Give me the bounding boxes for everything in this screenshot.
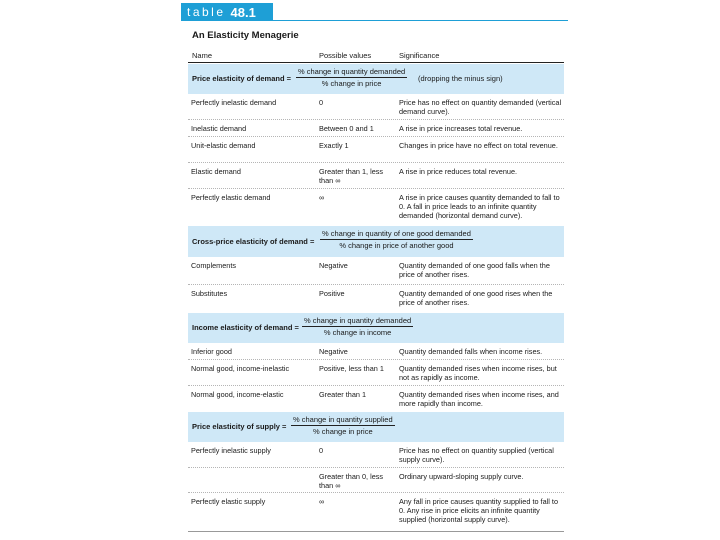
table-row [188, 257, 564, 285]
table-row [188, 468, 564, 493]
formula-fraction [320, 229, 473, 250]
formula-denominator: % change in price [313, 427, 373, 436]
row-value: Exactly 1 [319, 141, 349, 150]
formula-fraction [291, 415, 395, 436]
table-row [188, 120, 564, 137]
row-significance: Quantity demanded of one good rises when the price of another rises. [399, 289, 553, 307]
formula-fraction [296, 67, 407, 88]
row-value: Greater than 0, less than ∞ [319, 472, 384, 490]
table-row [188, 163, 564, 189]
row-name: Unit-elastic demand [191, 141, 256, 150]
row-significance: A rise in price causes quantity demanded to fall to 0. A fall in price leads to an infinite quantity demanded (horizontal demand curve). [399, 193, 560, 220]
row-value: 0 [319, 98, 324, 107]
column-header-values: Possible values [319, 51, 372, 60]
table-row [188, 493, 564, 531]
row-significance: Changes in price have no effect on total revenue. [399, 141, 558, 150]
section-cross-price-elasticity [188, 226, 564, 257]
row-significance: Ordinary upward-sloping supply curve. [399, 472, 524, 481]
section-label: Price elasticity of demand = [192, 74, 291, 83]
row-significance: Price has no effect on quantity demanded (vertical demand curve). [399, 98, 562, 116]
row-significance: Quantity demanded falls when income rises. [399, 347, 543, 356]
table-row [188, 94, 564, 120]
formula-denominator: % change in price of another good [339, 241, 454, 250]
table-title: An Elasticity Menagerie [192, 30, 299, 41]
table-row [188, 386, 564, 412]
table-number-tag [181, 3, 273, 21]
formula-fraction [302, 316, 413, 337]
row-name: Perfectly elastic demand [191, 193, 271, 202]
formula-denominator: % change in price [321, 79, 382, 88]
formula-numerator: % change in quantity of one good demanded [322, 229, 471, 238]
row-significance: Price has no effect on quantity supplied (vertical supply curve). [399, 446, 554, 464]
section-income-elasticity [188, 313, 564, 343]
row-significance: Any fall in price causes quantity supplied to fall to 0. Any rise in price elicits an infinite quantity supplied (horizontal supply curve). [399, 497, 558, 524]
row-value: Positive [319, 289, 345, 298]
row-name: Perfectly inelastic supply [191, 446, 271, 455]
section-label: Income elasticity of demand = [192, 323, 299, 332]
section-price-elasticity-demand [188, 64, 564, 94]
row-significance: Quantity demanded rises when income rises, and more rapidly than income. [399, 390, 559, 408]
row-value: Positive, less than 1 [319, 364, 384, 373]
row-name: Substitutes [191, 289, 228, 298]
table-row [188, 137, 564, 163]
header-rule [181, 20, 568, 21]
formula-numerator: % change in quantity supplied [293, 415, 393, 424]
row-significance: Quantity demanded rises when income rises, but not as rapidly as income. [399, 364, 557, 382]
row-value: ∞ [319, 193, 325, 202]
row-value: ∞ [319, 497, 325, 506]
row-name: Perfectly elastic supply [191, 497, 266, 506]
row-name: Inferior good [191, 347, 232, 356]
table-row [188, 189, 564, 226]
row-name: Perfectly inelastic demand [191, 98, 277, 107]
section-label: Price elasticity of supply = [192, 422, 287, 431]
table-row [188, 442, 564, 468]
section-price-elasticity-supply [188, 412, 564, 442]
row-value: Negative [319, 261, 348, 270]
formula-note: (dropping the minus sign) [418, 74, 503, 83]
table-row [188, 343, 564, 360]
row-significance: Quantity demanded of one good falls when the price of another rises. [399, 261, 550, 279]
row-significance: A rise in price reduces total revenue. [399, 167, 518, 176]
row-name: Inelastic demand [191, 124, 247, 133]
column-header-name: Name [192, 51, 213, 60]
table-number: 48.1 [230, 4, 256, 20]
row-name: Complements [191, 261, 237, 270]
row-name: Normal good, income-elastic [191, 390, 284, 399]
row-value: Greater than 1 [319, 390, 367, 399]
row-value: Negative [319, 347, 348, 356]
formula-numerator: % change in quantity demanded [298, 67, 406, 76]
row-significance: A rise in price increases total revenue. [399, 124, 523, 133]
header-divider [188, 62, 564, 63]
row-name: Elastic demand [191, 167, 241, 176]
section-label: Cross-price elasticity of demand = [192, 237, 315, 246]
formula-denominator: % change in income [323, 328, 392, 337]
row-name: Normal good, income-inelastic [191, 364, 290, 373]
row-value: Between 0 and 1 [319, 124, 374, 133]
table-row [188, 360, 564, 386]
column-header-significance: Significance [399, 51, 440, 60]
table-bottom-rule [188, 531, 564, 532]
formula-numerator: % change in quantity demanded [304, 316, 412, 325]
table-row [188, 285, 564, 313]
row-value: 0 [319, 446, 324, 455]
row-value: Greater than 1, less than ∞ [319, 167, 384, 185]
table-prefix: table [187, 5, 226, 19]
